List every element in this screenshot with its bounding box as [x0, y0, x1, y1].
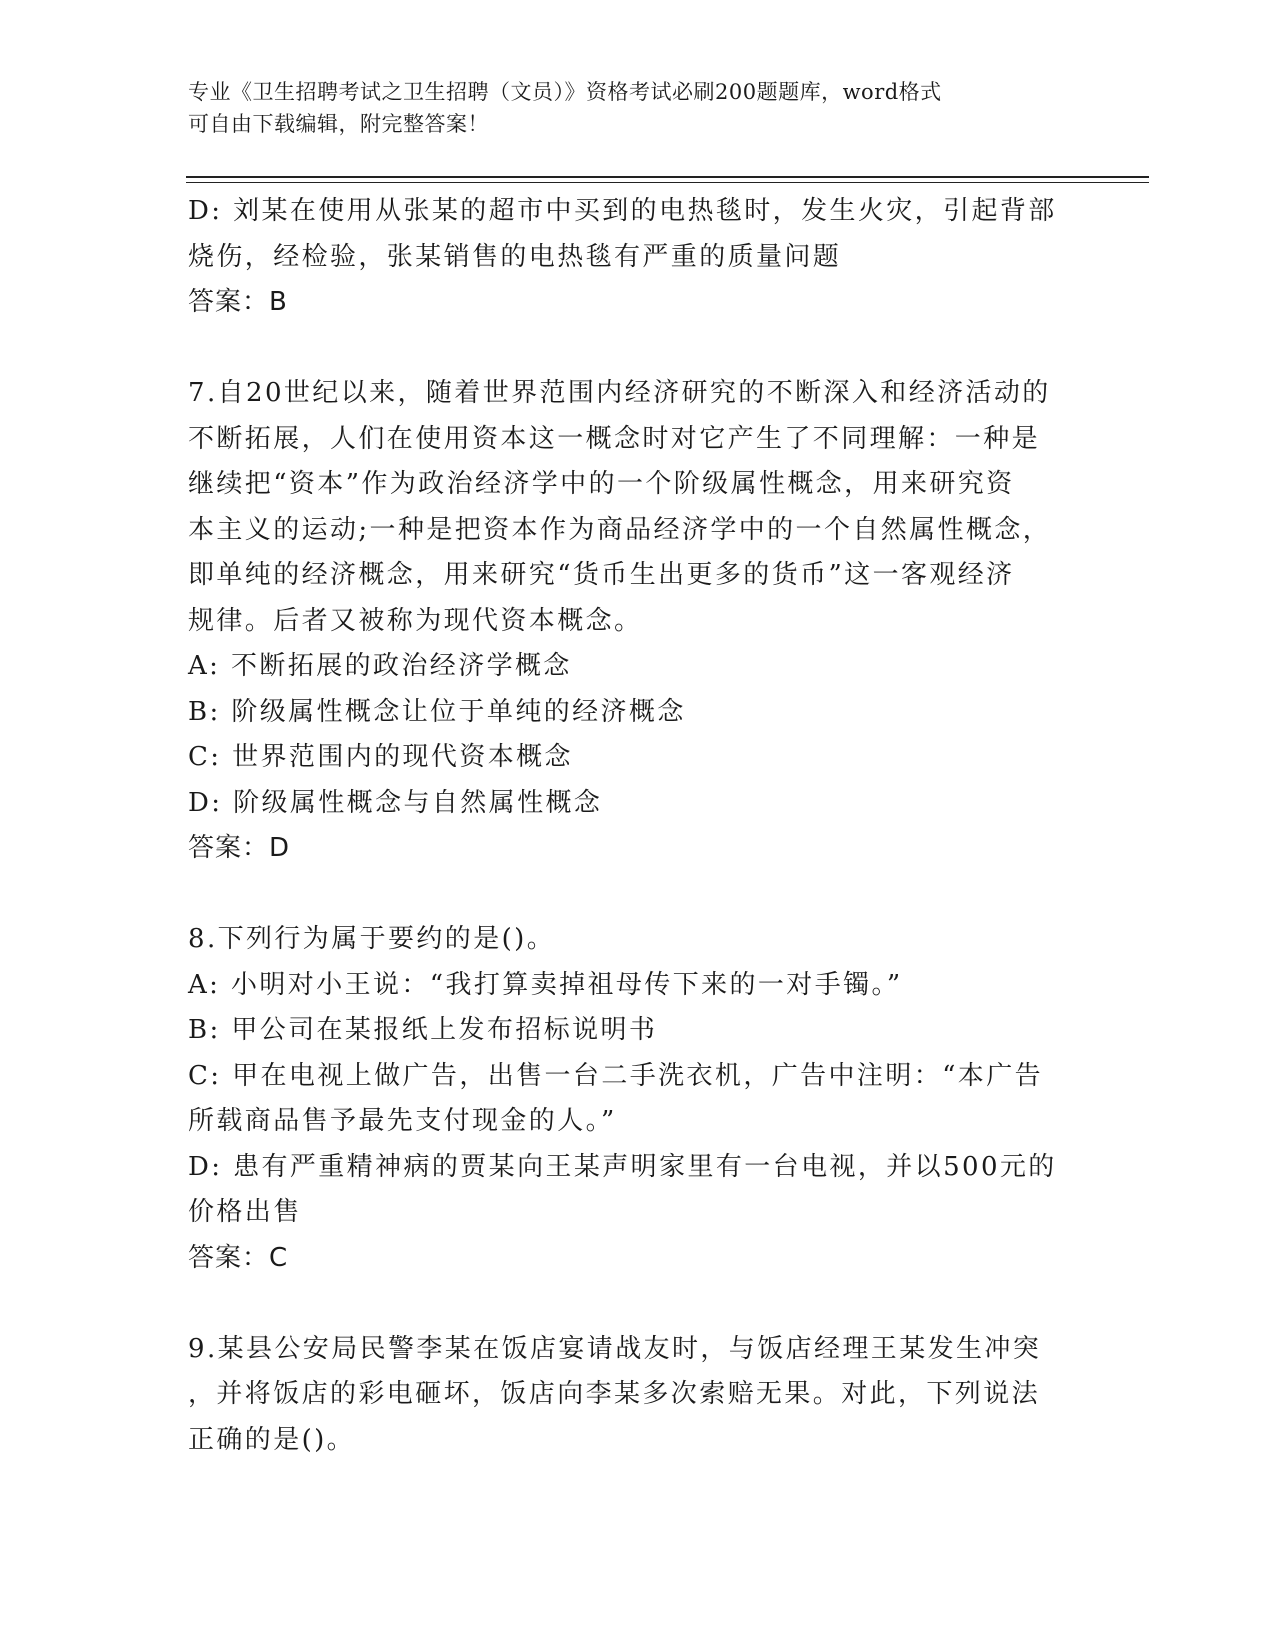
- q8-option-d-line-1: D: 患有严重精神病的贾某向王某声明家里有一台电视，并以500元的: [188, 1151, 1057, 1182]
- header-divider-thin: [186, 182, 1149, 183]
- q7-stem-line-2: 不断拓展，人们在使用资本这一概念时对它产生了不同理解：一种是: [188, 423, 1041, 454]
- q7-stem-line-6: 规律。后者又被称为现代资本概念。: [188, 605, 643, 636]
- header-divider-thick: [186, 176, 1149, 178]
- q7-stem-line-3: 继续把“资本”作为政治经济学中的一个阶级属性概念，用来研究资: [188, 469, 1015, 499]
- spacer: [188, 326, 1078, 372]
- q7-stem-line-5: 即单纯的经济概念，用来研究“货币生出更多的货币”这一客观经济: [188, 560, 1015, 590]
- document-header: [188, 76, 1068, 140]
- prev-question-answer: 答案：B: [188, 287, 288, 317]
- q9-stem-line-3: 正确的是()。: [188, 1424, 356, 1455]
- q7-answer: 答案：D: [188, 833, 291, 863]
- q9-stem-line-1: 9.某县公安局民警李某在饭店宴请战友时，与饭店经理王某发生冲突: [188, 1333, 1042, 1364]
- q7-option-b: B: 阶级属性概念让位于单纯的经济概念: [188, 696, 686, 727]
- header-title-line-1: 专业《卫生招聘考试之卫生招聘（文员）》资格考试必刷200题题库，word格式: [188, 80, 942, 104]
- q8-option-d-line-2: 价格出售: [188, 1197, 302, 1227]
- header-title-line-2: 可自由下载编辑，附完整答案！: [188, 112, 489, 136]
- q7-option-a: A: 不断拓展的政治经济学概念: [188, 651, 572, 681]
- q8-option-c-line-1: C: 甲在电视上做广告，出售一台二手洗衣机，广告中注明：“本广告: [188, 1060, 1044, 1091]
- q7-stem-line-1: 7.自20世纪以来，随着世界范围内经济研究的不断深入和经济活动的: [188, 378, 1051, 408]
- q8-option-a: A: 小明对小王说：“我打算卖掉祖母传下来的一对手镯。”: [188, 969, 903, 1000]
- q8-answer: 答案：C: [188, 1242, 289, 1273]
- q9-stem-line-2: ，并将饭店的彩电砸坏，饭店向李某多次索赔无果。对此，下列说法: [188, 1379, 1041, 1409]
- q7-option-d: D: 阶级属性概念与自然属性概念: [188, 787, 603, 818]
- q8-option-c-line-2: 所载商品售予最先支付现金的人。”: [188, 1106, 617, 1136]
- prev-question-option-d-line-1: D: 刘某在使用从张某的超市中买到的电热毯时，发生火灾，引起背部: [188, 196, 1057, 226]
- prev-question-option-d-line-2: 烧伤，经检验，张某销售的电热毯有严重的质量问题: [188, 241, 842, 272]
- q8-option-b: B: 甲公司在某报纸上发布招标说明书: [188, 1015, 658, 1045]
- question-content: [188, 189, 1078, 1463]
- q7-stem-line-4: 本主义的运动;一种是把资本作为商品经济学中的一个自然属性概念，: [188, 514, 1052, 545]
- q8-stem: 8.下列行为属于要约的是()。: [188, 924, 556, 954]
- spacer: [188, 1281, 1078, 1327]
- q7-option-c: C: 世界范围内的现代资本概念: [188, 742, 573, 772]
- spacer: [188, 872, 1078, 918]
